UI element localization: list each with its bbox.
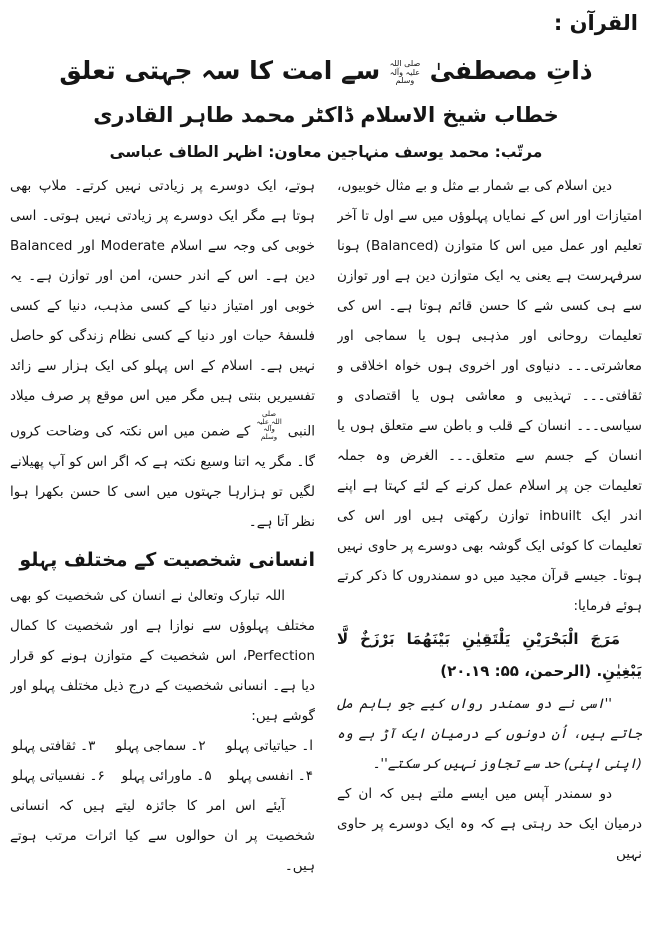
column-left [10,171,315,907]
byline: مرتّب: محمد یوسف منہاجین معاون: اظہر الطاف عباسی [109,143,543,162]
para-continuation-start: ہوتے، ایک دوسرے پر زیادتی نہیں کرتے۔ ملاپ بھی ہوتا ہے مگر ایک دوسرے پر زیادتی نہیں ہوتی۔ اسی خوبی کی وجہ سے اسلام Moderate اور Balanced دین ہے۔ اس کے اندر حسن، امن اور توازن ہے۔ یہ خوبی اور امتیاز دنیا کے کسی مذہب، دنیا کے کسی فلسفۂ حیات اور دنیا کے کسی نظام زندگی کو حاصل نہیں ہے۔ اسلام کے اس پہلو کی ایک ہزار سے زائد تفسیریں بنتی ہیں مگر میں اس موقع پر صرف میلاد النبی [10,178,315,440]
title-text-end: سے امت کا سہ جہتی تعلق [59,56,381,85]
aspect-item-5: ۵۔ ماورائی پہلو [121,767,212,784]
verse-arabic: مَرَجَ الْبَحْرَيْنِ يَلْتَقِيٰنِ بَيْنَهُمَا بَرْزَخٌ لَّا يَبْغِيٰنِ. [337,630,642,681]
pbuh-honorific: صلی اللہ علیہ وآلہ وسلم [256,410,282,441]
kicker-label: القرآن : [553,11,638,35]
aspect-item-1: ا۔ حیاتیاتی پہلو [226,737,313,754]
para-two-seas: دو سمندر آپس میں ایسے ملتے ہیں کہ ان کے درمیان ایک حد رہتی ہے کہ وہ ایک دوسرے پر حاوی نہیں [337,786,642,863]
verse-translation: ''اسی نے دو سمندر رواں کیے جو باہم مل جاتے ہیں، اُن دونوں کے درمیان ایک آڑ ہے وہ (اپنی اپنی) حد سے تجاوز نہیں کر سکتے''۔ [337,696,642,773]
para-continuation-end: کے ضمن میں اس نکتہ کی وضاحت کروں گا۔ مگر یہ اتنا وسیع نکتہ ہے کہ اگر اس کو آپ پھیلانے لگیں تو ہزارہا جہتوں میں اسی کا حسن بکھرا ہوا نظر آتا ہے۔ [10,423,315,530]
section-heading: انسانی شخصیت کے مختلف پہلو [19,548,315,571]
aspects-row-1 [10,731,315,761]
para-intro: دین اسلام کی بے شمار بے مثل و بے مثال خوبیوں، امتیازات اور اس کے نمایاں پہلوؤں میں سے اول تا آخر تعلیم اور عمل میں اس کا متوازن (Balanced) ہونا سرفہرست ہے یعنی یہ ایک متوازن دین ہے اور توازن سے ہی کسی شے کا حسن قائم ہوتا ہے۔ اس کی تعلیمات روحانی اور مذہبی ہوں یا سماجی اور معاشرتی۔۔۔ دنیاوی اور اخروی ہوں خواہ اخلاقی و ثقافتی۔۔۔ تہذیبی و معاشی ہوں یا اقتصادی و سیاسی۔۔۔ انسان کے قلب و باطن سے متعلق ہوں یا انسان کے جسم سے متعلق۔۔۔ الغرض وہ جملہ تعلیمات جن پر اسلام عمل کرنے کے لئے کہتا ہے اپنے اندر ایک inbuilt توازن رکھتی ہیں اور اس کی تعلیمات کا کوئی ایک گوشہ بھی دوسرے پر حاوی نہیں ہوتا۔ جیسے قرآن مجید میں دو سمندروں کا ذکر کرتے ہوئے فرمایا: [337,178,642,615]
speaker-subtitle: خطاب شیخ الاسلام ڈاکٹر محمد طاہر القادری [93,102,559,127]
para-personality: اللہ تبارک وتعالیٰ نے انسان کی شخصیت کو بھی مختلف پہلوؤں سے نوازا ہے اور شخصیت کا کمال Perfection، اس شخصیت کے متوازن ہونے کو قرار دیا ہے۔ انسانی شخصیت کے درج ذیل مختلف پہلو اور گوشے ہیں: [10,587,315,724]
pbuh-honorific: صلی اللہ علیہ وآلہ وسلم [389,59,421,85]
aspects-list [10,731,315,791]
para-closing: آیئے اس امر کا جائزہ لیتے ہیں کہ انسانی شخصیت پر ان حوالوں سے کیا اثرات مرتب ہوتے ہیں۔ [10,797,315,874]
verse-reference: (الرحمن، ۵۵: ۲۰.۱۹) [440,662,592,681]
aspects-row-2 [10,761,315,791]
two-column-body [10,171,642,907]
aspect-item-6: ۶۔ نفسیاتی پہلو [12,767,105,784]
page-title [10,54,642,88]
aspect-item-2: ۲۔ سماجی پہلو [115,737,206,754]
column-right [337,171,642,907]
title-text-start: ذاتِ مصطفیٰ [429,56,593,85]
para-continuation [10,171,315,537]
aspect-item-3: ۳۔ ثقافتی پہلو [12,737,96,754]
quran-verse [337,623,642,687]
aspect-item-4: ۴۔ انفسی پہلو [228,767,313,784]
